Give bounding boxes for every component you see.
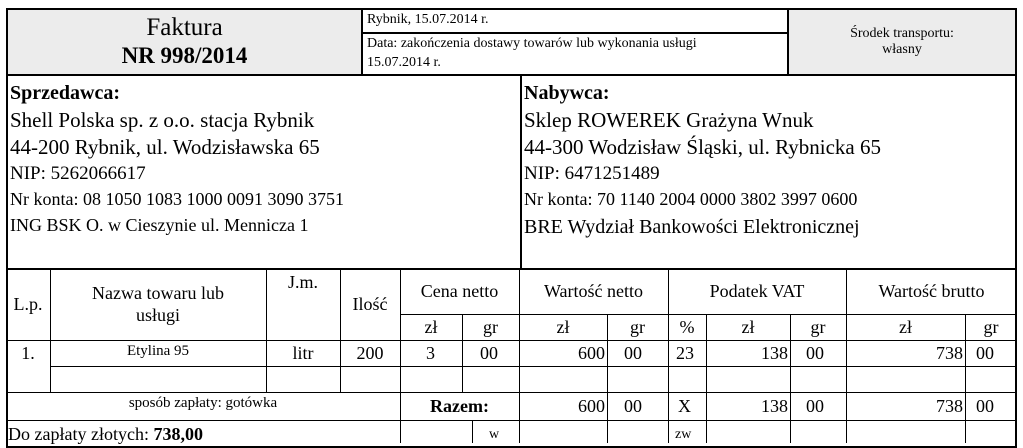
sub-net-gr: gr [630, 316, 645, 337]
col-gross-header: Wartość brutto [878, 280, 985, 301]
total-net-zl: 600 [578, 396, 605, 416]
amount-due-label: Do zapłaty złotych: [8, 424, 149, 444]
seller-address: 44-200 Rybnik, ul. Wodzisławska 65 [10, 135, 320, 159]
row-vat-zl: 138 [761, 343, 788, 363]
sub-price-zl: zł [424, 316, 438, 337]
payment-method: sposób zapłaty: gotówka [128, 395, 278, 411]
seller-box [6, 74, 522, 270]
amount-due [8, 424, 203, 445]
row-vat-pct: 23 [676, 343, 694, 363]
delivery-date: 15.07.2014 r. [367, 55, 441, 70]
row-name: Etylina 95 [126, 342, 190, 359]
sub-price-gr: gr [483, 316, 498, 337]
transport-value: własny [882, 42, 922, 57]
total-label: Razem: [430, 395, 489, 416]
place-date: Rybnik, 15.07.2014 r. [367, 12, 489, 27]
col-net-value-header: Wartość netto [543, 280, 644, 301]
buyer-account: Nr konta: 70 1140 2004 0000 3802 3997 0600 [524, 189, 858, 209]
buyer-heading: Nabywca: [524, 82, 610, 104]
row-gross-zl: 738 [936, 343, 963, 363]
invoice-title: Faktura [146, 14, 223, 41]
sub-vat-pct: % [679, 316, 695, 337]
transport-box [787, 8, 1017, 76]
total-vat-gr: 00 [806, 396, 824, 416]
delivery-date-box [361, 32, 789, 76]
delivery-label: Data: zakończenia dostawy towarów lub wykonania usługi [367, 36, 697, 51]
total-vat-zl: 138 [761, 396, 788, 416]
total-net-gr: 00 [624, 396, 642, 416]
row-unit: litr [292, 342, 314, 363]
col-net-price-header: Cena netto [420, 280, 499, 301]
row-qty: 200 [356, 342, 384, 363]
invoice-number: NR 998/2014 [121, 43, 248, 68]
seller-account: Nr konta: 08 1050 1083 1000 0091 3090 3751 [10, 189, 344, 209]
col-qty-header: Ilość [352, 293, 388, 314]
buyer-nip: NIP: 6471251489 [524, 163, 660, 184]
row-vat-gr: 00 [806, 343, 824, 363]
sub-gross-zl: zł [899, 316, 912, 337]
buyer-bank: BRE Wydział Bankowości Elektronicznej [524, 216, 860, 238]
due-zw: zw [675, 427, 692, 442]
buyer-name: Sklep ROWEREK Grażyna Wnuk [524, 108, 814, 132]
row-price-gr: 00 [480, 343, 498, 363]
sub-net-zl: zł [556, 316, 570, 337]
total-vat-mark: X [678, 396, 691, 416]
sub-gross-gr: gr [983, 316, 999, 337]
total-gross-zl: 738 [936, 396, 963, 416]
row-lp: 1. [21, 342, 35, 363]
buyer-address: 44-300 Wodzisław Śląski, ul. Rybnicka 65 [524, 135, 881, 159]
col-name-header: Nazwa towaru lub usługi [92, 283, 224, 325]
seller-heading: Sprzedawca: [10, 82, 120, 104]
row-net-zl: 600 [578, 343, 605, 363]
transport-label: Środek transportu: [850, 26, 954, 41]
col-lp-header: L.p. [13, 293, 43, 314]
seller-nip: NIP: 5262066617 [10, 163, 146, 184]
sub-vat-gr: gr [810, 316, 826, 337]
row-gross-gr: 00 [976, 343, 994, 363]
amount-due-value: 738,00 [153, 424, 203, 444]
sub-vat-zl: zł [741, 316, 755, 337]
row-price-zl: 3 [426, 343, 435, 363]
due-w: w [489, 427, 500, 442]
place-date-box [361, 8, 789, 34]
buyer-box [520, 74, 1017, 270]
total-gross-gr: 00 [976, 396, 994, 416]
col-vat-header: Podatek VAT [709, 280, 805, 301]
seller-name: Shell Polska sp. z o.o. stacja Rybnik [10, 108, 315, 132]
seller-bank: ING BSK O. w Cieszynie ul. Mennicza 1 [10, 215, 309, 235]
row-net-gr: 00 [624, 343, 642, 363]
col-unit-header: J.m. [287, 272, 318, 292]
invoice-title-box [6, 8, 363, 76]
